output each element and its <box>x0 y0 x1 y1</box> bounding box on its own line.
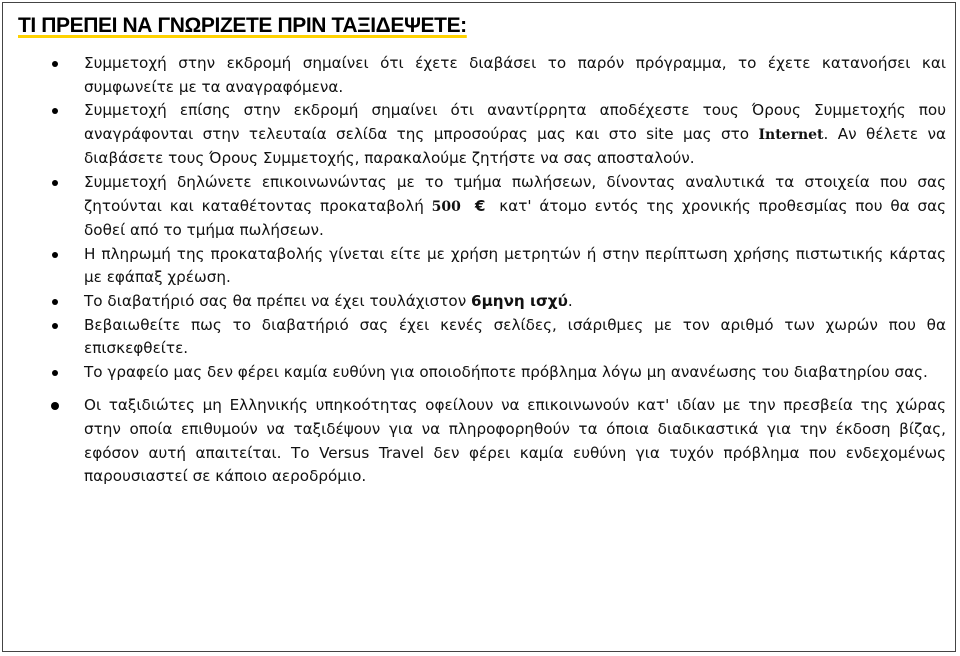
item-text: Βεβαιωθείτε πως το διαβατήριό σας έχει κενές σελίδες, ισάριθμες με τον αριθμό των χωρών που θα επισκεφθείτε. <box>84 315 946 358</box>
deposit-amount: 500 <box>431 198 461 215</box>
page-title: ΤΙ ΠΡΕΠΕΙ ΝΑ ΓΝΩΡΙΖΕΤΕ ΠΡΙΝ ΤΑΞΙΔΕΨΕΤΕ: <box>18 14 467 37</box>
internet-word: Internet <box>758 126 824 143</box>
list-item <box>84 243 946 290</box>
list-item <box>84 99 946 171</box>
bullet-icon <box>52 61 58 67</box>
euro-symbol: € <box>474 196 486 215</box>
bullet-icon <box>52 180 58 186</box>
list-item <box>84 171 946 243</box>
item-text: Συμμετοχή στην εκδρομή σημαίνει ότι έχετε διαβάσει το παρόν πρόγραμμα, το έχετε κατανοήσει και συμφωνείτε με τα αναγραφόμενα. <box>84 54 946 96</box>
item-text: Το γραφείο μας δεν φέρει καμία ευθύνη για οποιοδήποτε πρόβλημα λόγω μη ανανέωσης του διαβατηρίου σας. <box>84 362 928 381</box>
rules-list <box>0 52 960 489</box>
list-item <box>84 290 946 314</box>
bullet-icon <box>52 370 58 376</box>
bullet-icon <box>52 108 58 114</box>
item-text: Συμμετοχή δηλώνετε επικοινωνώντας με το τμήμα πωλήσεων, δίνοντας αναλυτικά τα στοιχεία που σας ζητούνται και καταθέτοντας προκαταβολή <box>84 172 946 215</box>
item-text: . Αν θέλετε να διαβάσετε τους Όρους Συμμετοχής, παρακαλούμε ζητήστε να σας αποσταλούν. <box>84 124 946 168</box>
list-item <box>84 314 946 361</box>
item-text: Το διαβατήριό σας θα πρέπει να έχει τουλάχιστον <box>84 291 472 310</box>
bullet-icon <box>52 299 58 305</box>
list-item <box>84 52 946 99</box>
passport-validity: 6μηνη ισχύ <box>471 291 568 310</box>
bullet-icon <box>51 402 59 410</box>
list-item <box>84 394 946 488</box>
item-text: κατ' άτομο εντός της χρονικής προθεσμίας που θα σας δοθεί από το τμήμα πωλήσεων. <box>84 196 946 240</box>
item-text: Οι ταξιδιώτες μη Ελληνικής υπηκοότητας οφείλουν να επικοινωνούν κατ' ιδίαν με την πρεσβεία της χώρας στην οποία επιθυμούν να ταξιδέψουν για να πληροφορηθούν τα όποια διαδικαστικά για την έκδοση βίζας, εφόσον αυτή απαιτείται. Το Versus Travel δεν φέρει καμία ευθύνη για τυχόν πρόβλημα που ενδεχομένως παρουσιαστεί σε κάποιο αεροδρόμιο. <box>84 396 946 486</box>
bullet-icon <box>52 252 58 258</box>
item-text: . <box>567 291 573 310</box>
list-item <box>84 361 946 385</box>
item-text: Συμμετοχή επίσης στην εκδρομή σημαίνει ότι αναντίρρητα αποδέχεστε τους Όρους Συμμετοχής που αναγράφονται στην τελευταία σελίδα της μπροσούρας μας και στο site μας στο <box>84 101 946 143</box>
bullet-icon <box>52 323 58 329</box>
item-text: Η πληρωμή της προκαταβολής γίνεται είτε με χρήση μετρητών ή στην περίπτωση χρήσης πιστωτικής κάρτας με εφάπαξ χρέωση. <box>84 244 946 287</box>
